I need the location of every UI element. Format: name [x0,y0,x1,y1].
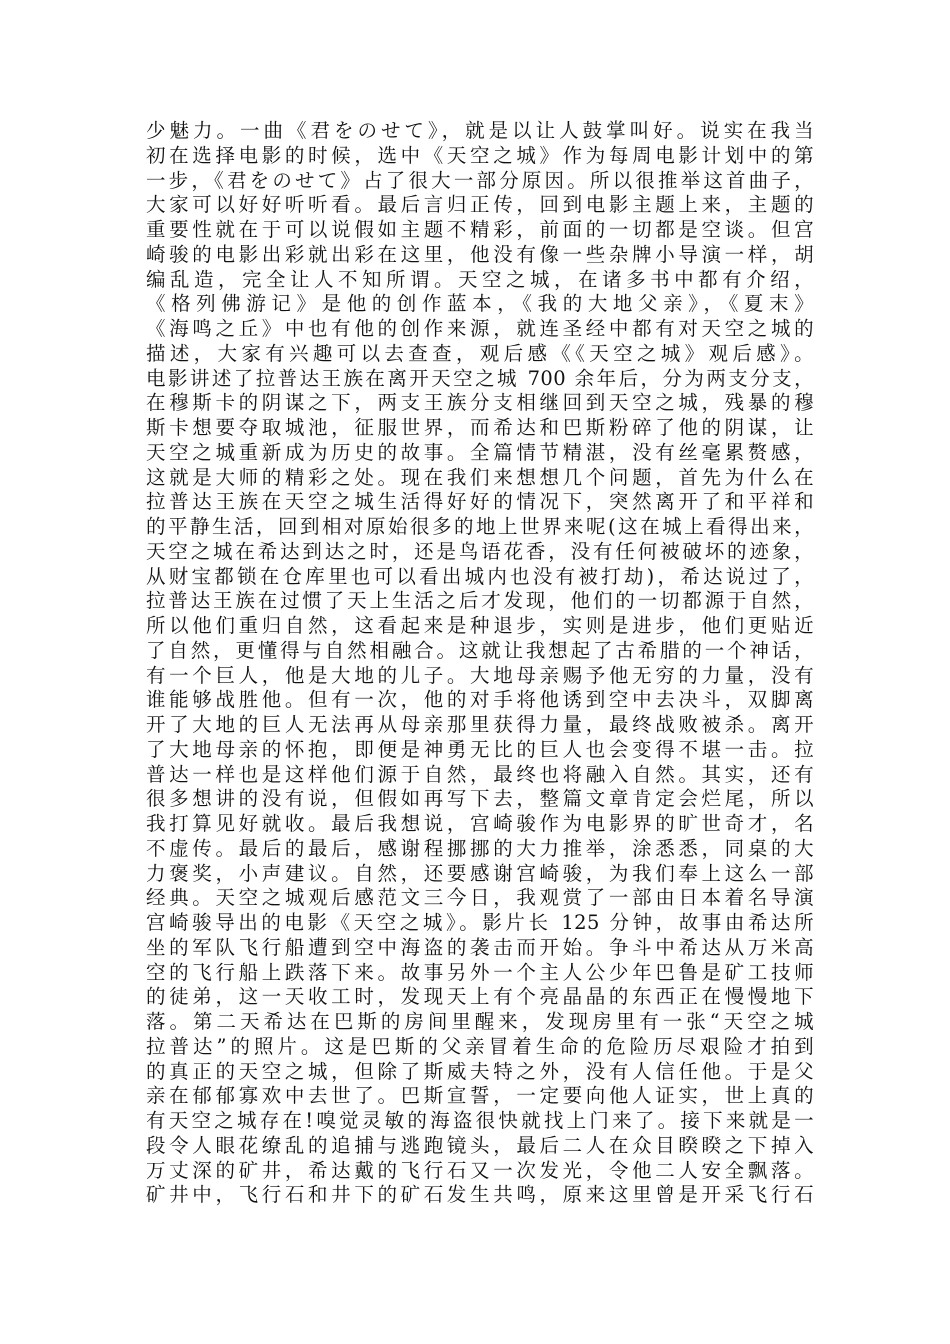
text-line: 的真正的天空之城，但除了斯威夫特之外，没有人信任他。于是父 [146,1059,814,1083]
text-line: 了自然，更懂得与自然相融合。这就让我想起了古希腊的一个神话， [146,638,814,662]
text-line: 天空之城在希达到达之时，还是鸟语花香，没有任何被破坏的迹象， [146,539,814,563]
text-line: 描述，大家有兴趣可以去查查，观后感《《天空之城》观后感》。 [146,341,814,365]
text-line: 少魅力。一曲《君をのせて》，就是以让人鼓掌叫好。说实在我当 [146,119,814,142]
text-line: 崎骏的电影出彩就出彩在这里，他没有像一些杂牌小导演一样，胡 [146,242,814,266]
text-line: 一步，《君をのせて》占了很大一部分原因。所以很推举这首曲子， [146,168,814,192]
text-line: 不虚传。最后的最后，感谢程挪挪的大力推举，涂悉悉，同桌的大 [146,836,814,860]
text-line: 有一个巨人，他是大地的儿子。大地母亲赐予他无穷的力量，没有 [146,663,814,687]
text-line: 大家可以好好听听看。最后言归正传，回到电影主题上来，主题的 [146,193,814,217]
text-line: 的徒弟，这一天收工时，发现天上有个亮晶晶的东西正在慢慢地下 [146,985,814,1009]
text-line: 电影讲述了拉普达王族在离开天空之城 700 余年后，分为两支分支， [146,366,814,390]
text-line: 重要性就在于可以说假如主题不精彩，前面的一切都是空谈。但宫 [146,218,814,241]
text-line: 谁能够战胜他。但有一次，他的对手将他诱到空中去决斗，双脚离 [146,688,814,712]
text-line: 万丈深的矿井，希达戴的飞行石又一次发光，令他二人安全飘落。 [146,1158,814,1182]
text-line: 段令人眼花缭乱的追捕与逃跑镜头，最后二人在众目睽睽之下掉入 [146,1133,814,1157]
text-line: 坐的军队飞行船遭到空中海盗的袭击而开始。争斗中希达从万米高 [146,935,814,959]
text-line: 力褒奖，小声建议。自然，还要感谢宫崎骏，为我们奉上这么一部 [146,861,814,885]
text-line: 有天空之城存在!嗅觉灵敏的海盗很快就找上门来了。接下来就是一 [146,1109,814,1132]
text-line: 的平静生活，回到相对原始很多的地上世界来呢(这在城上看得出来， [146,515,814,538]
text-line: 经典。天空之城观后感范文三今日，我观赏了一部由日本着名导演 [146,886,814,910]
text-line: 落。第二天希达在巴斯的房间里醒来，发现房里有一张“天空之城 [146,1010,814,1033]
text-line: 编乱造，完全让人不知所谓。天空之城，在诸多书中都有介绍， [146,267,814,291]
text-line: 所以他们重归自然，这看起来是种退步，实则是进步，他们更贴近 [146,614,814,637]
text-line: 这就是大师的精彩之处。现在我们来想想几个问题，首先为什么在 [146,465,814,489]
text-line: 从财宝都锁在仓库里也可以看出城内也没有被打劫)，希达说过了， [146,564,814,588]
text-line: 初在选择电影的时候，选中《天空之城》作为每周电影计划中的第 [146,143,814,167]
text-line: 亲在郁郁寡欢中去世了。巴斯宣誓，一定要向他人证实，世上真的 [146,1084,814,1108]
text-line: 《格列佛游记》是他的创作蓝本，《我的大地父亲》，《夏末》 [146,292,814,316]
body-text [146,119,814,1208]
text-line: 拉普达王族在天空之城生活得好好的情况下，突然离开了和平祥和 [146,490,814,514]
text-line: 宫崎骏导出的电影《天空之城》。影片长 125 分钟，故事由希达所 [146,911,814,934]
text-line: 普达一样也是这样他们源于自然，最终也将融入自然。其实，还有 [146,762,814,786]
text-line: 拉普达王族在过惯了天上生活之后才发现，他们的一切都源于自然， [146,589,814,613]
text-line: 天空之城重新成为历史的故事。全篇情节精湛，没有丝毫累赘感， [146,440,814,464]
text-line: 在穆斯卡的阴谋之下，两支王族分支相继回到天空之城，残暴的穆 [146,391,814,415]
text-line: 空的飞行船上跌落下来。故事另外一个主人公少年巴鲁是矿工技师 [146,960,814,984]
text-line: 了大地母亲的怀抱，即便是神勇无比的巨人也会变得不堪一击。拉 [146,737,814,761]
text-line: 拉普达”的照片。这是巴斯的父亲冒着生命的危险历尽艰险才拍到 [146,1034,814,1058]
text-line: 开了大地的巨人无法再从母亲那里获得力量，最终战败被杀。离开 [146,713,814,736]
text-line: 斯卡想要夺取城池，征服世界，而希达和巴斯粉碎了他的阴谋，让 [146,416,814,439]
text-line: 很多想讲的没有说，但假如再写下去，整篇文章肯定会烂尾，所以 [146,787,814,811]
text-line: 我打算见好就收。最后我想说，宫崎骏作为电影界的旷世奇才，名 [146,812,814,835]
text-line: 矿井中，飞行石和井下的矿石发生共鸣，原来这里曾是开采飞行石 [146,1183,814,1207]
text-line: 《海鸣之丘》中也有他的创作来源，就连圣经中都有对天空之城的 [146,317,814,340]
